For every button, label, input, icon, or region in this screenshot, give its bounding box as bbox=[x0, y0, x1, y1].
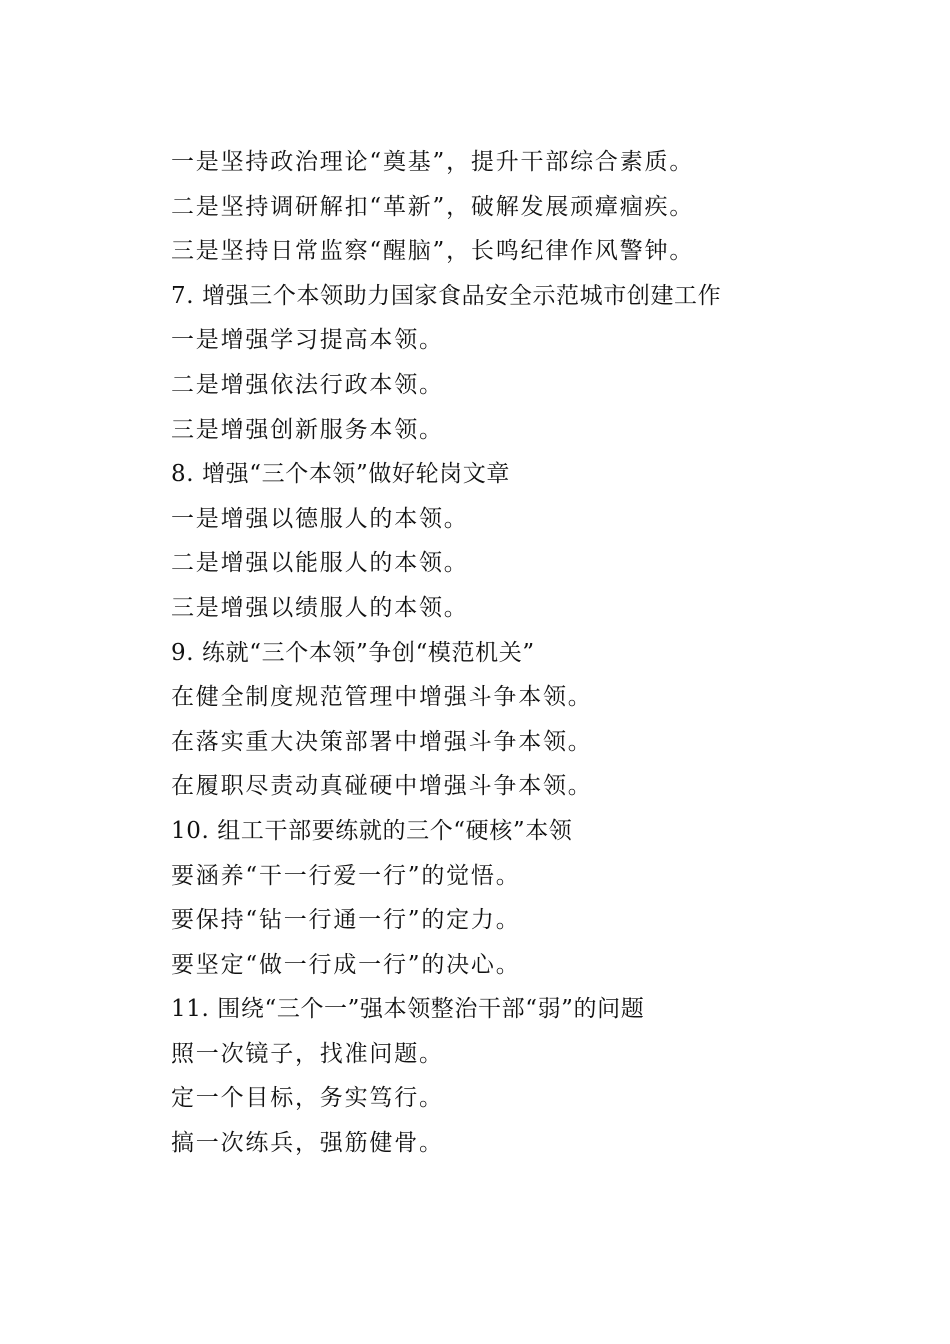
section-heading-11: 11. 围绕“三个一”强本领整治干部“弱”的问题 bbox=[171, 996, 645, 1023]
body-line: 一是坚持政治理论“奠基”，提升干部综合素质。 bbox=[171, 149, 695, 175]
body-line: 搞一次练兵，强筋健骨。 bbox=[171, 1130, 444, 1157]
section-heading-8: 8. 增强“三个本领”做好轮岗文章 bbox=[171, 461, 510, 488]
body-line: 照一次镜子，找准问题。 bbox=[171, 1040, 444, 1067]
body-line: 三是增强以绩服人的本领。 bbox=[171, 594, 469, 621]
body-line: 二是坚持调研解扣“革新”，破解发展顽瘴痼疾。 bbox=[171, 193, 695, 220]
body-line: 在履职尽责动真碰硬中增强斗争本领。 bbox=[171, 773, 593, 800]
body-line: 要涵养“干一行爱一行”的觉悟。 bbox=[171, 862, 521, 889]
body-line: 在落实重大决策部署中增强斗争本领。 bbox=[171, 728, 593, 755]
section-heading-7: 7. 增强三个本领助力国家食品安全示范城市创建工作 bbox=[171, 282, 722, 309]
body-line: 要坚定“做一行成一行”的决心。 bbox=[171, 951, 521, 978]
section-heading-9: 9. 练就“三个本领”争创“模范机关” bbox=[171, 639, 535, 666]
body-line: 三是坚持日常监察“醒脑”，长鸣纪律作风警钟。 bbox=[171, 238, 695, 265]
body-line: 一是增强学习提高本领。 bbox=[171, 327, 444, 354]
body-line: 定一个目标，务实笃行。 bbox=[171, 1085, 444, 1112]
document-body bbox=[171, 140, 871, 1166]
body-line: 三是增强创新服务本领。 bbox=[171, 416, 444, 443]
body-line: 二是增强以能服人的本领。 bbox=[171, 550, 469, 577]
section-heading-10: 10. 组工干部要练就的三个“硬核”本领 bbox=[171, 817, 573, 844]
body-line: 在健全制度规范管理中增强斗争本领。 bbox=[171, 684, 593, 711]
body-line: 二是增强依法行政本领。 bbox=[171, 371, 444, 398]
body-line: 要保持“钻一行通一行”的定力。 bbox=[171, 907, 521, 934]
body-line: 一是增强以德服人的本领。 bbox=[171, 505, 469, 532]
